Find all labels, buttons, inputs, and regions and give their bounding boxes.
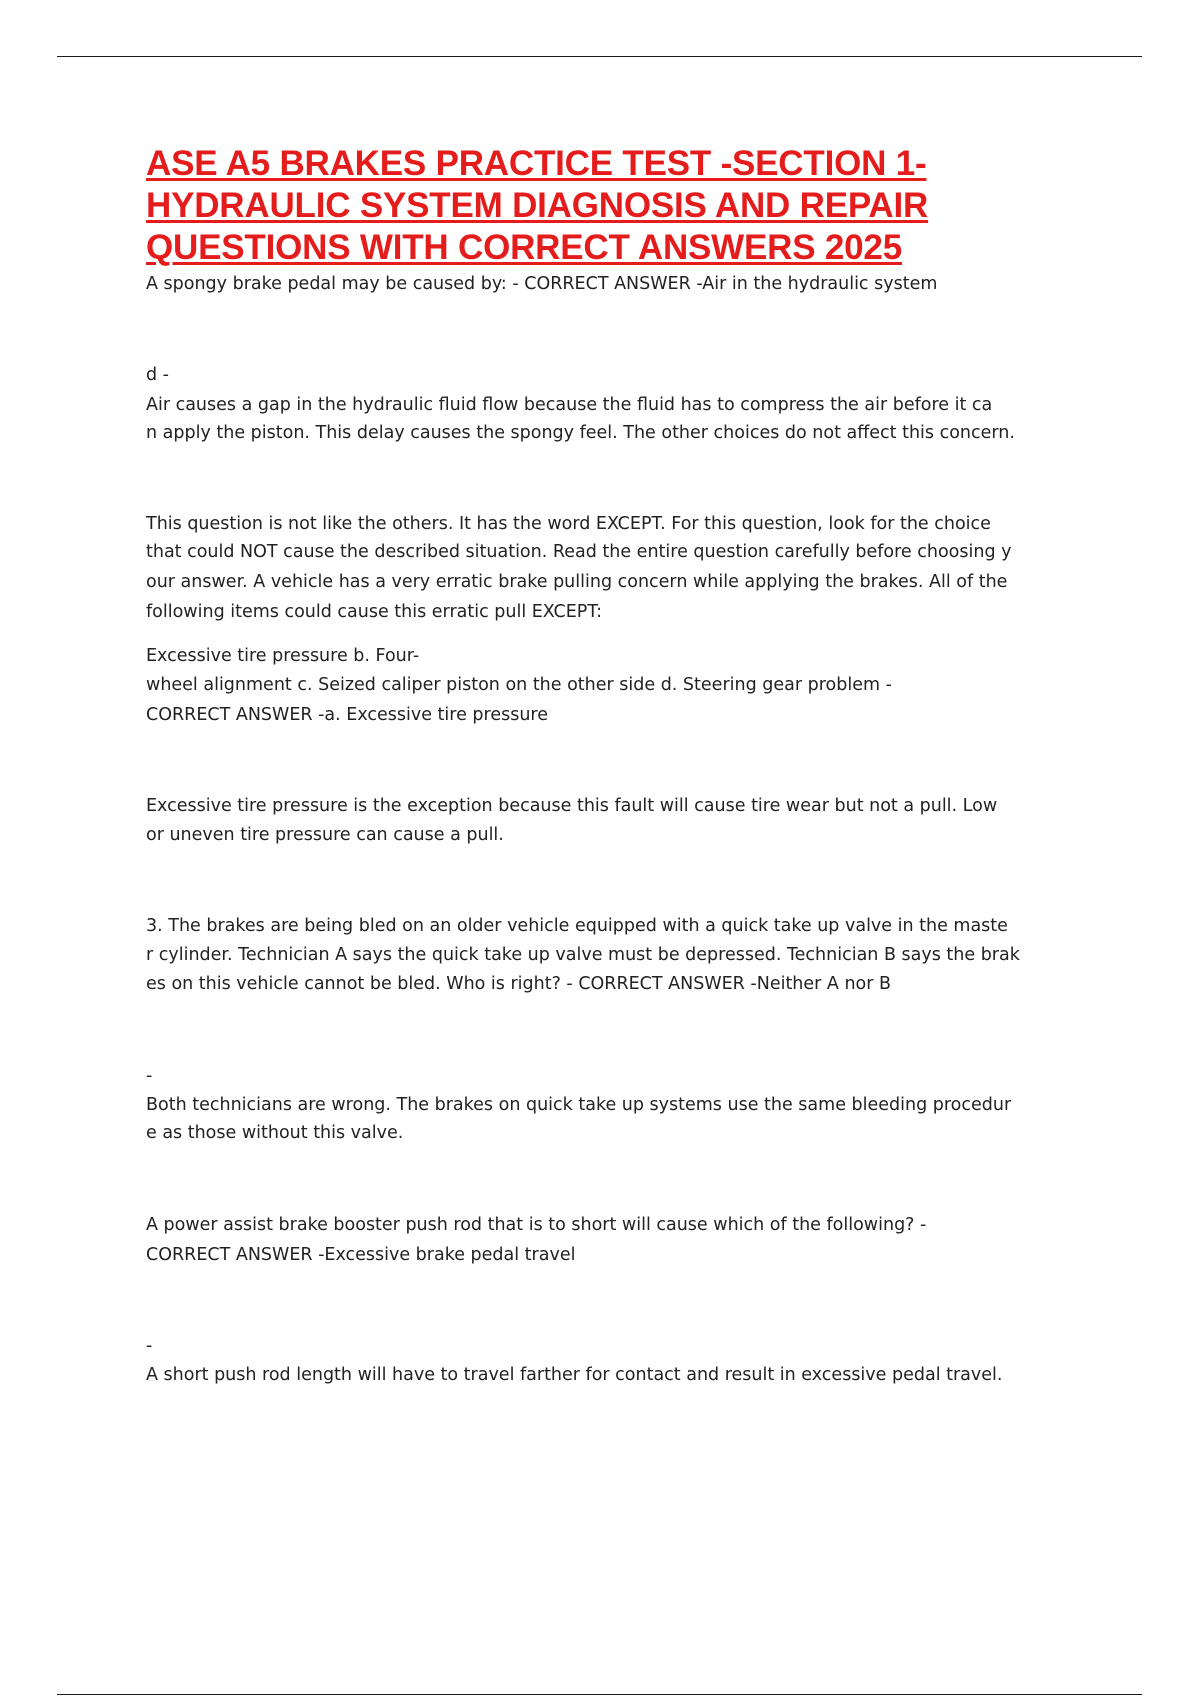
q4-explanation-line-1: A short push rod length will have to travel farther for contact and result in excessive pedal travel. [146,1365,1003,1385]
top-rule [57,56,1142,57]
q1-explanation-line-1: Air causes a gap in the hydraulic fluid flow because the fluid has to compress the air before it ca [146,395,993,415]
title-line-3: QUESTIONS WITH CORRECT ANSWERS 2025 [146,228,902,267]
q4-answer-marker: - [146,1336,153,1356]
q3-question-line-2: r cylinder. Technician A says the quick take up valve must be depressed. Technician B says the brak [146,945,1020,965]
q4-question-line-1: A power assist brake booster push rod that is to short will cause which of the following? - [146,1215,927,1235]
q2-explanation-line-2: or uneven tire pressure can cause a pull. [146,825,504,845]
q3-explanation-line-2: e as those without this valve. [146,1123,404,1143]
q2-intro-line-1: This question is not like the others. It has the word EXCEPT. For this question, look for the choice [146,514,991,534]
title-line-2: HYDRAULIC SYSTEM DIAGNOSIS AND REPAIR [146,186,929,225]
title-line-1: ASE A5 BRAKES PRACTICE TEST -SECTION 1- [146,144,927,183]
q3-question-line-1: 3. The brakes are being bled on an older vehicle equipped with a quick take up valve in the maste [146,916,1008,936]
q2-intro-line-2: that could NOT cause the described situation. Read the entire question carefully before choosing y [146,542,1012,562]
q2-intro-line-4: following items could cause this erratic pull EXCEPT: [146,602,603,622]
q3-explanation-line-1: Both technicians are wrong. The brakes on quick take up systems use the same bleeding procedur [146,1095,1012,1115]
q1-question: A spongy brake pedal may be caused by: - CORRECT ANSWER -Air in the hydraulic system [146,274,938,294]
q2-intro-line-3: our answer. A vehicle has a very erratic brake pulling concern while applying the brakes. All of the [146,572,1008,592]
q2-choice-line-2: wheel alignment c. Seized caliper piston on the other side d. Steering gear problem - [146,675,892,695]
document-title [146,143,928,269]
q1-answer-marker: d - [146,365,169,385]
q4-correct-answer: CORRECT ANSWER -Excessive brake pedal travel [146,1245,576,1265]
q3-answer-marker: - [146,1066,153,1086]
q2-explanation-line-1: Excessive tire pressure is the exception because this fault will cause tire wear but not a pull. Low [146,796,998,816]
bottom-rule [57,1694,1142,1695]
q2-correct-answer: CORRECT ANSWER -a. Excessive tire pressure [146,705,548,725]
q3-question-line-3: es on this vehicle cannot be bled. Who is right? - CORRECT ANSWER -Neither A nor B [146,974,892,994]
q1-explanation-line-2: n apply the piston. This delay causes the spongy feel. The other choices do not affect this concern. [146,423,1015,443]
q2-choice-line-1: Excessive tire pressure b. Four- [146,646,420,666]
